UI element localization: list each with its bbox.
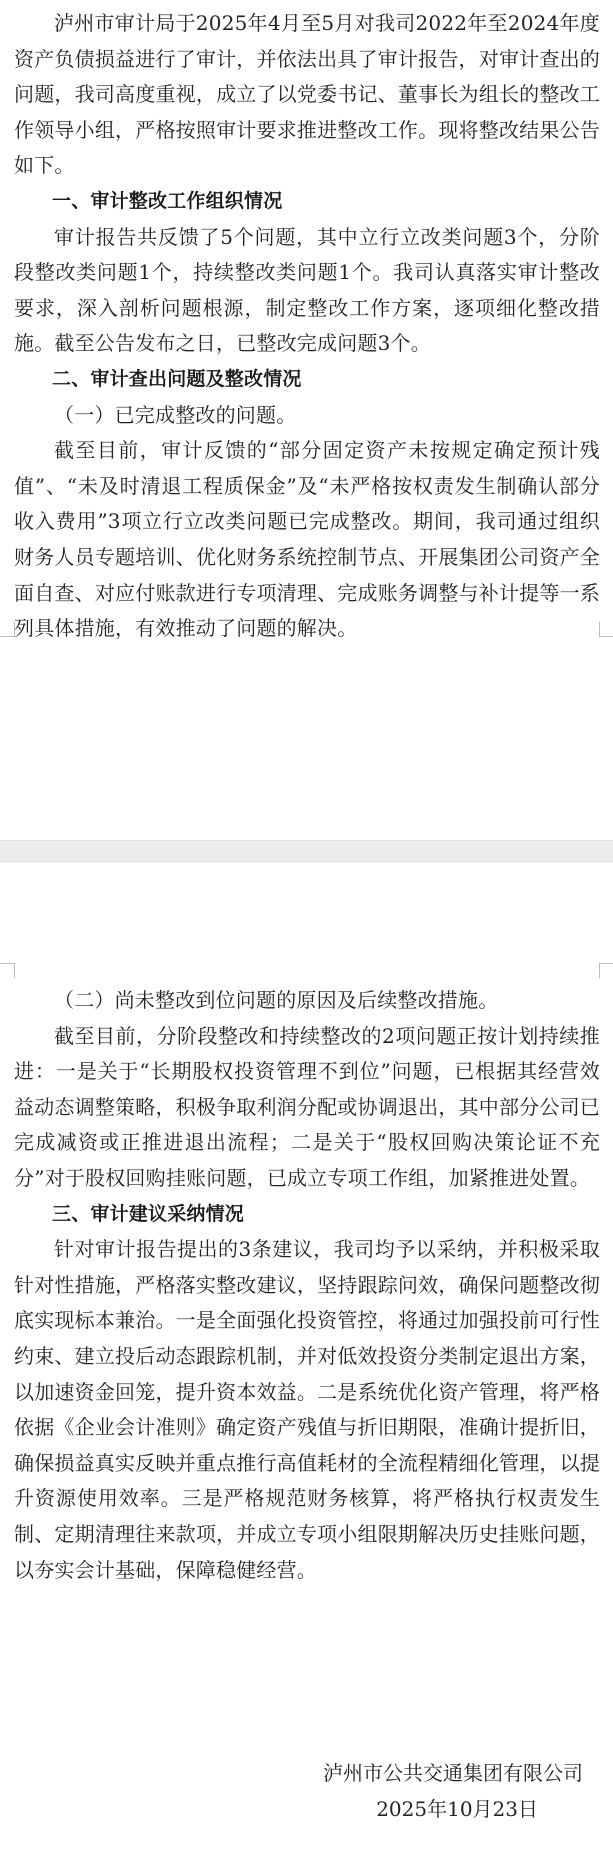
subsection-heading-2: （二）尚未整改到位问题的原因及后续整改措施。 [54, 988, 499, 1012]
signature-block [323, 1755, 583, 1827]
intro-paragraph: 泸州市审计局于2025年4月至5月对我司2022年至2024年度资产负债损益进行了审计，并依法出具了审计报告，对审计查出的问题，我司高度重视，成立了以党委书记、董事长为组长的整改工作领导小组，严格按照审计要求推进整改工作。现将整改结果公告如下。 [14, 11, 600, 178]
section-heading-2: 二、审计查出问题及整改情况 [52, 367, 302, 390]
section-heading-3: 三、审计建议采纳情况 [52, 1202, 245, 1225]
pending-issues-paragraph: 截至目前，分阶段整改和持续整改的2项问题正按计划持续推进：一是关于“长期股权投资管理不到位”问题，已根据其经营效益动态调整策略，积极争取利润分配或协调退出，其中部分公司已完成减资或正推进退出流程；二是关于“股权回购决策论证不充分”对于股权回购挂账问题，已成立专项工作组，加紧推进处置。 [14, 1023, 600, 1190]
page-corner-mark [599, 963, 613, 978]
recommendations-paragraph: 针对审计报告提出的3条建议，我司均予以采纳，并积极采取针对性措施，严格落实整改建议，坚持跟踪问效，确保问题整改彻底实现标本兼治。一是全面强化投资管控，将通过加强投前可行性约束、建立投后动态跟踪机制，并对低效投资分类制定退出方案，以加速资金回笼，提升资本效益。二是系统优化资产管理，将严格依据《企业会计准则》确定资产残值与折旧期限，准确计提折旧，确保损益真实反映并重点推行高值耗材的全流程精细化管理，以提升资源使用效率。三是严格规范财务核算，将严格执行权责发生制、定期清理往来款项，并成立专项小组限期解决历史挂账问题，以夯实会计基础，保障稳健经营。 [14, 1237, 600, 1582]
page-corner-mark [0, 963, 15, 978]
page-1-body [14, 6, 600, 647]
page-corner-mark [599, 622, 613, 637]
subsection-heading-1: （一）已完成整改的问题。 [54, 402, 297, 427]
signature-organization: 泸州市公共交通集团有限公司 [323, 1761, 583, 1785]
completed-issues-paragraph: 截至目前，审计反馈的“部分固定资产未按规定确定预计残值”、“未及时清退工程质保金”及“未严格按权责发生制确认部分收入费用”3项立行立改类问题已完成整改。期间，我司通过组织财务人员专题培训、优化财务系统控制节点、开展集团公司资产全面自查、对应付账款进行专项清理、完成账务调整与补计提等一系列具体措施，有效推动了问题的解决。 [14, 438, 600, 641]
page-2-body [14, 983, 600, 1588]
section-heading-1: 一、审计整改工作组织情况 [52, 189, 283, 212]
signature-date: 2025年10月23日 [376, 1797, 538, 1821]
page-corner-mark [0, 622, 15, 637]
page-separator [0, 840, 613, 864]
organization-paragraph: 审计报告共反馈了5个问题，其中立行立改类问题3个，分阶段整改类问题1个，持续整改类问题1个。我司认真落实审计整改要求，深入剖析问题根源，制定整改工作方案，逐项细化整改措施。截至公告发布之日，已整改完成问题3个。 [14, 224, 600, 356]
document-page-1 [0, 0, 613, 840]
document-page-2 [0, 863, 613, 1854]
